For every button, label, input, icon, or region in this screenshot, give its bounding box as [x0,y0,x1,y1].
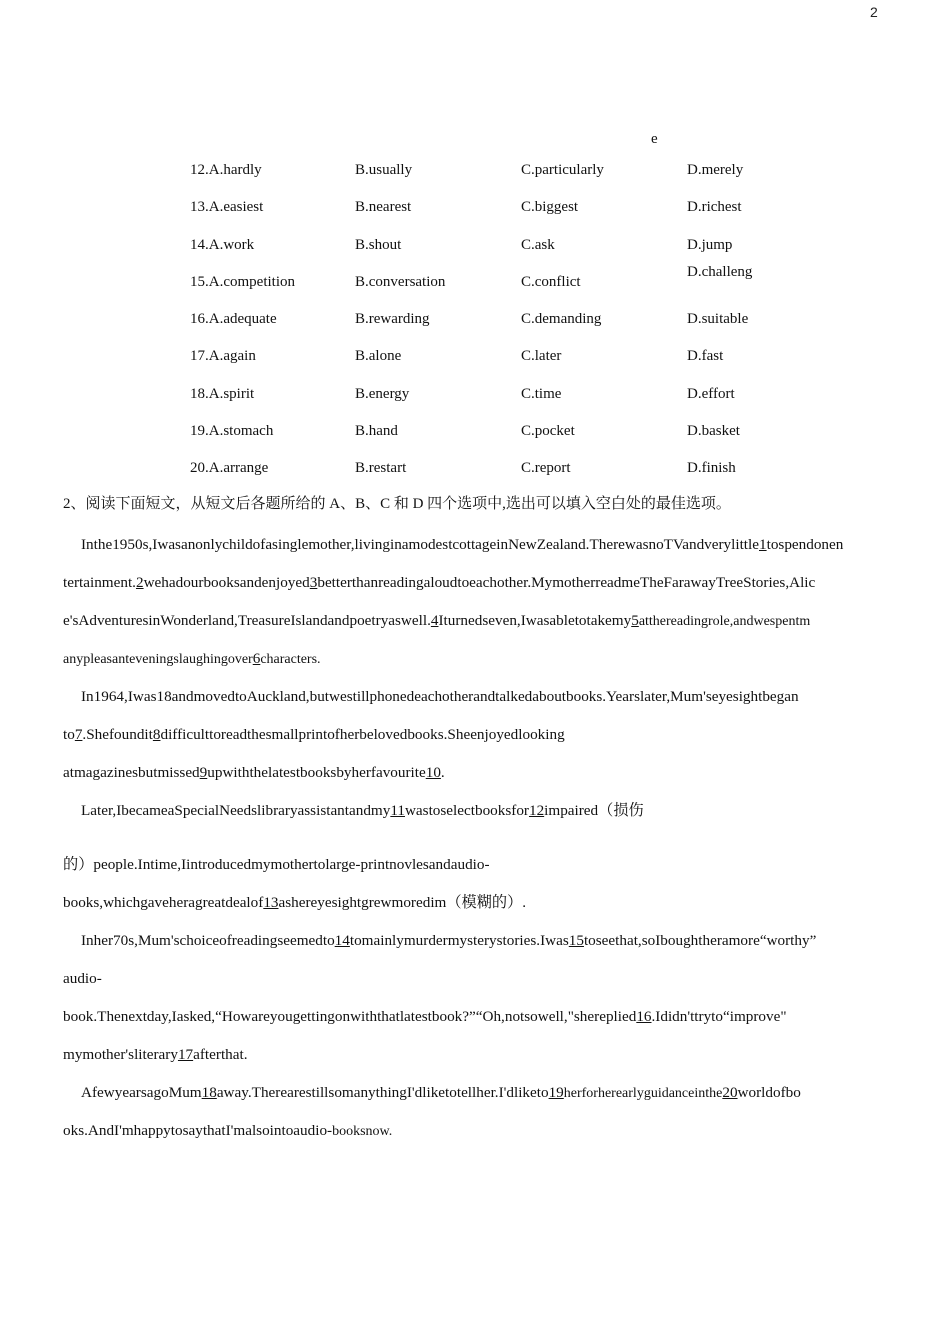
passage-line: Later,IbecameaSpecialNeedslibraryassistantandmy11wastoselectbooksfor12impaired（损伤 [81,802,644,819]
option-c: C.pocket [521,423,575,440]
passage-line: books,whichgaveheragreatdealof13ashereyesightgrewmoredim（模糊的）. [63,894,527,911]
blank-18: 18 [201,1084,217,1101]
passage-line: e'sAdventuresinWonderland,TreasureIslandandpoetryaswell.4Iturnedseven,Iwasabletotakemy5atthereadingrole,andwespentm [63,612,811,629]
option-row-14 [190,227,830,264]
passage-line: audio- [63,970,102,987]
paragraph-1 [63,526,888,678]
option-a: 17.A.again [190,348,256,365]
blank-12: 12 [528,802,545,819]
option-b: B.rewarding [355,311,430,328]
option-b: B.restart [355,460,407,477]
blank-3: 3 [309,574,318,591]
blank-7: 7 [74,726,83,743]
option-row-17 [190,338,830,375]
option-row-19 [190,413,830,450]
options-table [190,152,830,488]
option-d: D.suitable [687,311,749,328]
option-a: 12.A.hardly [190,162,262,178]
option-b: B.alone [355,348,402,365]
option-b: B.nearest [355,199,412,216]
option-d: D.challeng [687,263,753,280]
option-d: D.finish [687,460,736,477]
option-d-wrapped-tail: e [651,131,658,147]
option-c: C.report [521,460,571,477]
passage-line: to7.Shefoundit8difficulttoreadthesmallprintofherbelovedbooks.Sheenjoyedlooking [63,726,565,743]
passage-line: AfewyearsagoMum18away.TherearestillsomanythingI'dliketotellher.I'dliketo19herforherearlyguidanceinthe20worldofbo [81,1084,801,1101]
option-d: D.richest [687,199,742,216]
passage-line: 的）people.Intime,Iintroducedmymothertolarge-printnovlesandaudio- [63,856,490,873]
blank-14: 14 [334,932,350,949]
passage-line: In1964,Iwas18andmovedtoAuckland,butwestillphonedeachotherandtalkedaboutbooks.Yearslater,Mum'seyesightbegan [81,688,799,705]
option-row-15 [190,264,830,301]
blank-4: 4 [430,612,439,629]
option-c: C.biggest [521,199,579,216]
passage-line: mymother'sliterary17afterthat. [63,1046,248,1063]
option-d: D.basket [687,423,740,440]
option-a: 14.A.work [190,236,255,253]
passage-line: oks.AndI'mhappytosaythatI'malsointoaudio-booksnow. [63,1122,393,1139]
paragraph-3 [63,792,888,922]
section-heading: 2、阅读下面短文，从短文后各题所给的 A、B、C 和 D 四个选项中,选出可以填入空白处的最佳选项。 [63,496,731,512]
passage-line: Inher70s,Mum'schoiceofreadingseemedto14tomainlymurdermysterystories.Iwas15toseethat,soIboughtheramore“worthy” [81,932,817,949]
option-d: D.effort [687,385,735,402]
paragraph-2 [63,678,888,792]
passage-line: book.Thenextday,Iasked,“Howareyougettingonwiththatlatestbook?”“Oh,notsowell,"shereplied16.Ididn'ttryto“improve" [63,1008,787,1025]
option-a: 15.A.competition [190,273,295,290]
option-b: B.hand [355,423,398,440]
option-c: C.demanding [521,311,602,328]
paragraph-5 [63,1074,888,1150]
option-row-12 [190,152,830,189]
option-a: 20.A.arrange [190,460,269,477]
option-a: 13.A.easiest [190,199,264,216]
blank-16: 16 [636,1008,652,1025]
option-d: D.fast [687,348,724,365]
blank-11: 11 [390,802,405,819]
option-b: B.usually [355,162,413,178]
option-a: 18.A.spirit [190,385,255,402]
option-row-18 [190,376,830,413]
option-d: D.jump [687,236,733,253]
blank-6: 6 [252,650,261,667]
option-c: C.ask [521,236,555,253]
blank-1: 1 [759,536,767,553]
passage-line: anypleasanteveningslaughingover6characters. [63,650,321,667]
option-d: D.merely [687,162,744,178]
blank-8: 8 [152,726,161,743]
option-b: B.shout [355,236,402,253]
blank-5: 5 [631,612,639,629]
option-c: C.time [521,385,562,402]
blank-2: 2 [135,574,144,591]
option-a: 19.A.stomach [190,423,274,440]
blank-15: 15 [568,932,584,949]
option-row-20 [190,450,830,487]
blank-19: 19 [548,1084,564,1101]
page-number: 2 [870,4,878,20]
option-b: B.energy [355,385,410,402]
passage-line: tertainment.2wehadourbooksandenjoyed3betterthanreadingaloudtoeachother.MymotherreadmeTheFarawayTreeStories,Alic [63,574,816,591]
option-row-16 [190,301,830,338]
option-b: B.conversation [355,273,446,290]
option-a: 16.A.adequate [190,311,277,328]
passage-line: Inthe1950s,Iwasanonlychildofasinglemother,livinginamodestcottageinNewZealand.TherewasnoTVandverylittle1tospendonen [81,536,844,553]
option-c: C.conflict [521,273,581,290]
blank-13: 13 [263,894,279,911]
blank-20: 20 [722,1084,738,1101]
blank-9: 9 [199,764,208,781]
passage-line: atmagazinesbutmissed9upwiththelatestbooksbyherfavourite10. [63,764,445,781]
option-c: C.later [521,348,562,365]
option-row-13 [190,189,830,226]
paragraph-4 [63,922,888,1074]
blank-17: 17 [177,1046,194,1063]
reading-passage [63,526,888,1150]
blank-10: 10 [425,764,441,781]
option-c: C.particularly [521,162,604,178]
